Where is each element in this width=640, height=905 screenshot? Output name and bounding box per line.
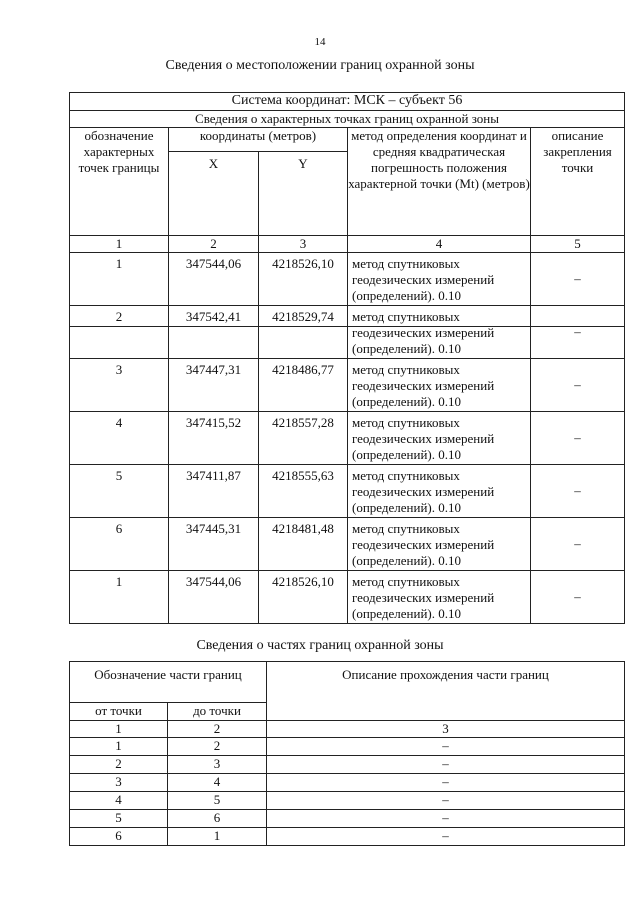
header-point-designation: обозначение характерных точек границы: [69, 127, 169, 327]
method-cell: метод спутниковых геодезических измерений (определений). 0.10: [347, 411, 531, 465]
from-point: 1: [69, 737, 168, 756]
coord-x: 347447,31: [168, 358, 259, 412]
header-part-description: Описание прохождения части границ: [266, 661, 625, 721]
fixation-desc: –: [530, 358, 625, 412]
colnum-1: 1: [69, 235, 169, 253]
method-cell: метод спутниковых геодезических измерений (определений). 0.10: [347, 358, 531, 412]
point-id: 3: [69, 358, 169, 412]
to-point: 5: [167, 791, 267, 810]
coord-y: 4218526,10: [258, 570, 348, 624]
from-point: 6: [69, 827, 168, 846]
coord-y: 4218555,63: [258, 464, 348, 518]
coord-x: 347544,06: [168, 252, 259, 306]
point-id: 1: [69, 252, 169, 306]
part-description: –: [266, 755, 625, 774]
t2-colnum-2: 2: [167, 720, 267, 738]
header-y: Y: [258, 151, 348, 327]
header-coordinates: координаты (метров): [168, 127, 348, 152]
boundary-points-table: [69, 92, 625, 626]
point-id: 6: [69, 517, 169, 571]
to-point: 1: [167, 827, 267, 846]
to-point: 2: [167, 737, 267, 756]
point-id: 4: [69, 411, 169, 465]
coord-x: 347445,31: [168, 517, 259, 571]
header-x: X: [168, 151, 259, 327]
coord-x: 347544,06: [168, 570, 259, 624]
header-fixation: описание закрепления точки: [530, 127, 625, 327]
coord-y: 4218526,10: [258, 252, 348, 306]
boundary-parts-table: [69, 661, 625, 847]
t2-colnum-1: 1: [69, 720, 168, 738]
coord-x: 347415,52: [168, 411, 259, 465]
colnum-2: 2: [168, 235, 259, 253]
colnum-3: 3: [258, 235, 348, 253]
coord-y: 4218529,74: [258, 305, 348, 359]
from-point: 3: [69, 773, 168, 792]
fixation-desc: –: [530, 464, 625, 518]
to-point: 6: [167, 809, 267, 828]
coord-system-row: Система координат: МСК – субъект 56: [69, 92, 625, 111]
part-description: –: [266, 809, 625, 828]
fixation-desc: –: [530, 252, 625, 306]
fixation-desc: –: [530, 411, 625, 465]
header-to-point: до точки: [167, 702, 267, 721]
colnum-5: 5: [530, 235, 625, 253]
table-subtitle: Сведения о характерных точках границ охранной зоны: [69, 110, 625, 128]
header-part-designation: Обозначение части границ: [69, 661, 267, 703]
to-point: 3: [167, 755, 267, 774]
method-cell: метод спутниковых геодезических измерений (определений). 0.10: [347, 464, 531, 518]
from-point: 4: [69, 791, 168, 810]
point-id: 5: [69, 464, 169, 518]
to-point: 4: [167, 773, 267, 792]
method-cell: метод спутниковых геодезических измерений (определений). 0.10: [347, 570, 531, 624]
header-from-point: от точки: [69, 702, 168, 721]
part-description: –: [266, 827, 625, 846]
coord-y: 4218486,77: [258, 358, 348, 412]
method-cell: метод спутниковых геодезических измерений (определений). 0.10: [347, 517, 531, 571]
point-id: 1: [69, 570, 169, 624]
point-id: 2: [69, 305, 169, 359]
page-title: Сведения о местоположении границ охранной зоны: [165, 58, 475, 73]
colnum-4: 4: [347, 235, 531, 253]
method-cell: метод спутниковых геодезических измерений (определений). 0.10: [347, 305, 531, 359]
coord-x: 347411,87: [168, 464, 259, 518]
method-cell: метод спутниковых геодезических измерений (определений). 0.10: [347, 252, 531, 306]
header-method: метод определения координат и средняя квадратическая погрешность положения характерной точки (Mt) (метров): [347, 127, 531, 327]
part-description: –: [266, 737, 625, 756]
part-description: –: [266, 791, 625, 810]
coord-y: 4218557,28: [258, 411, 348, 465]
part-description: –: [266, 773, 625, 792]
coord-x: 347542,41: [168, 305, 259, 359]
t2-colnum-3: 3: [266, 720, 625, 738]
coord-y: 4218481,48: [258, 517, 348, 571]
page-number: 14: [314, 36, 326, 48]
fixation-desc: –: [530, 305, 625, 359]
fixation-desc: –: [530, 570, 625, 624]
from-point: 2: [69, 755, 168, 774]
fixation-desc: –: [530, 517, 625, 571]
from-point: 5: [69, 809, 168, 828]
parts-title: Сведения о частях границ охранной зоны: [196, 638, 444, 653]
